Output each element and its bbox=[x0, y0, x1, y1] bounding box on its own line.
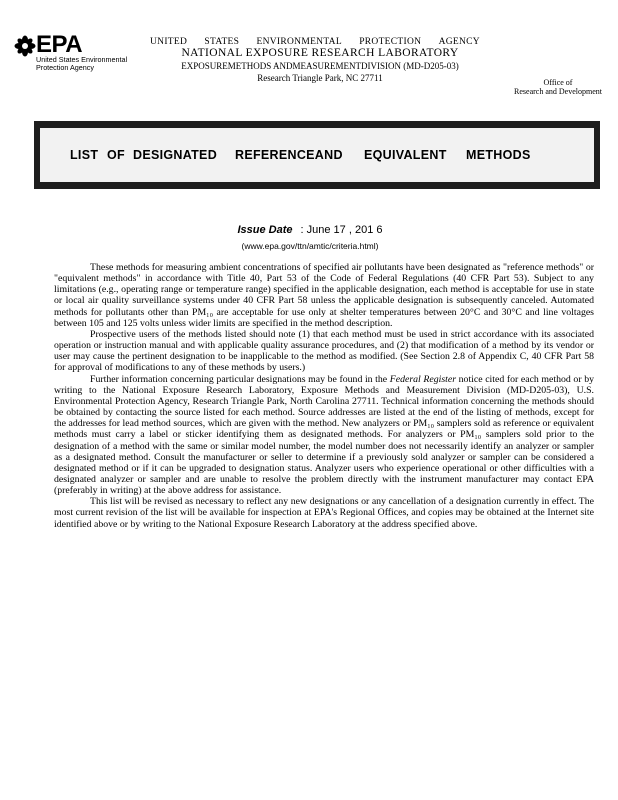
title-word: EQUIVALENT bbox=[364, 148, 447, 162]
agency-word: STATES bbox=[204, 37, 240, 47]
lab-address: Research Triangle Park, NC 27711 bbox=[257, 73, 383, 83]
lab-name: NATIONAL EXPOSURE RESEARCH LABORATORY bbox=[181, 47, 459, 59]
office-block bbox=[498, 78, 618, 96]
office-line-2: Research and Development bbox=[514, 87, 602, 96]
paragraph-prospective-users: Prospective users of the methods listed should note (1) that each method must be used in strict accordance with its associated operation or instruction manual and with applicable quality assurance procedures, and (2) that modification of a method by its vendor or user may cause the pertinent designation to be inapplicable to the method as modified. (See Section 2.8 of Appendix C, 40 CFR Part 58 for approval of modifications to any of these methods by users.) bbox=[54, 328, 594, 374]
epa-flower-icon bbox=[14, 35, 36, 57]
paragraph-text: Further information concerning particular designations may be found in the bbox=[90, 373, 388, 385]
agency-name-line bbox=[150, 37, 480, 47]
agency-word: UNITED bbox=[150, 37, 188, 47]
title-word: METHODS bbox=[466, 148, 531, 162]
agency-word: AGENCY bbox=[438, 37, 480, 47]
paragraph-text: notice cited for each method or by writing to the National Exposure Research Laboratory, Exposure Methods and Measurement Division (MD-D205-03), U.S. Environmental Protection Agency, Research Triangle Park, North Carolina 27711. Technical information concerning the methods should be obtained by contacting the source listed for each method. Source addresses are listed at the end of the listing of methods, except for the addresses for lead method sources, which are given with the method. New analyzers or PM₁₀ samplers sold as reference or equivalent methods must carry a label or sticker identifying them as designated methods. For analyzers or PM₁₀ samplers sold prior to the designation of a method with the same or similar model number, the model number does not necessarily identify an analyzer or sampler as a designated method. Consult the manufacturer or seller to determine if a previously sold analyzer or sampler can be considered a designated method or if it can be upgraded to designation status. Analyzer users who experience operational or other difficulties with a designated analyzer or sampler and are unable to resolve the problem directly with the instrument manufacturer may contact EPA (preferably in writing) at the above address for assistance. bbox=[54, 373, 594, 497]
agency-word: PROTECTION bbox=[359, 37, 422, 47]
document-body bbox=[54, 262, 594, 530]
issue-date-line bbox=[160, 224, 460, 236]
division-name: EXPOSUREMETHODS ANDMEASUREMENTDIVISION (MD-D205-03) bbox=[181, 61, 459, 71]
paragraph-further-information bbox=[54, 374, 594, 497]
federal-register-title: Federal Register bbox=[389, 373, 457, 385]
title-word: OF bbox=[107, 148, 125, 162]
title-word: REFERENCEAND bbox=[235, 148, 343, 162]
title-word: LIST bbox=[70, 148, 99, 162]
logo-wordmark: EPA bbox=[36, 31, 83, 58]
office-line-1: Office of bbox=[543, 78, 573, 87]
paragraph-revisions: This list will be revised as necessary to reflect any new designations or any cancellation of a designation currently in effect. The most current revision of the list will be available for inspection at EPA's Regional Offices, and copies may be obtained at the Internet site identified above or by writing to the National Exposure Research Laboratory at the address specified above. bbox=[54, 496, 594, 530]
paragraph-intro: These methods for measuring ambient concentrations of specified air pollutants have been designated as "reference methods" or "equivalent methods" in accordance with Title 40, Part 53 of the Code of Federal Regulations (40 CFR Part 53). Subject to any limitations (e.g., operating range or temperature range) specified in the applicable designation, each method is acceptable for use in state or local air quality surveillance systems under 40 CFR Part 58 unless the applicable designation is subsequently canceled. Automated methods for pollutants other than PM₁₀ are acceptable for use only at shelter temperatures between 20°C and 30°C and line voltages between 105 and 125 volts unless wider limits are specified in the method description. bbox=[54, 262, 594, 329]
agency-word: ENVIRONMENTAL bbox=[256, 37, 342, 47]
issue-date-value: : June 17 , 201 6 bbox=[300, 224, 383, 236]
criteria-url[interactable]: (www.epa.gov/ttn/amtic/criteria.html) bbox=[241, 241, 379, 251]
issue-date-label: Issue Date bbox=[237, 224, 293, 236]
epa-logo bbox=[14, 31, 134, 85]
logo-subtitle: United States Environmental Protection Agency bbox=[36, 55, 128, 72]
title-word: DESIGNATED bbox=[133, 148, 218, 162]
